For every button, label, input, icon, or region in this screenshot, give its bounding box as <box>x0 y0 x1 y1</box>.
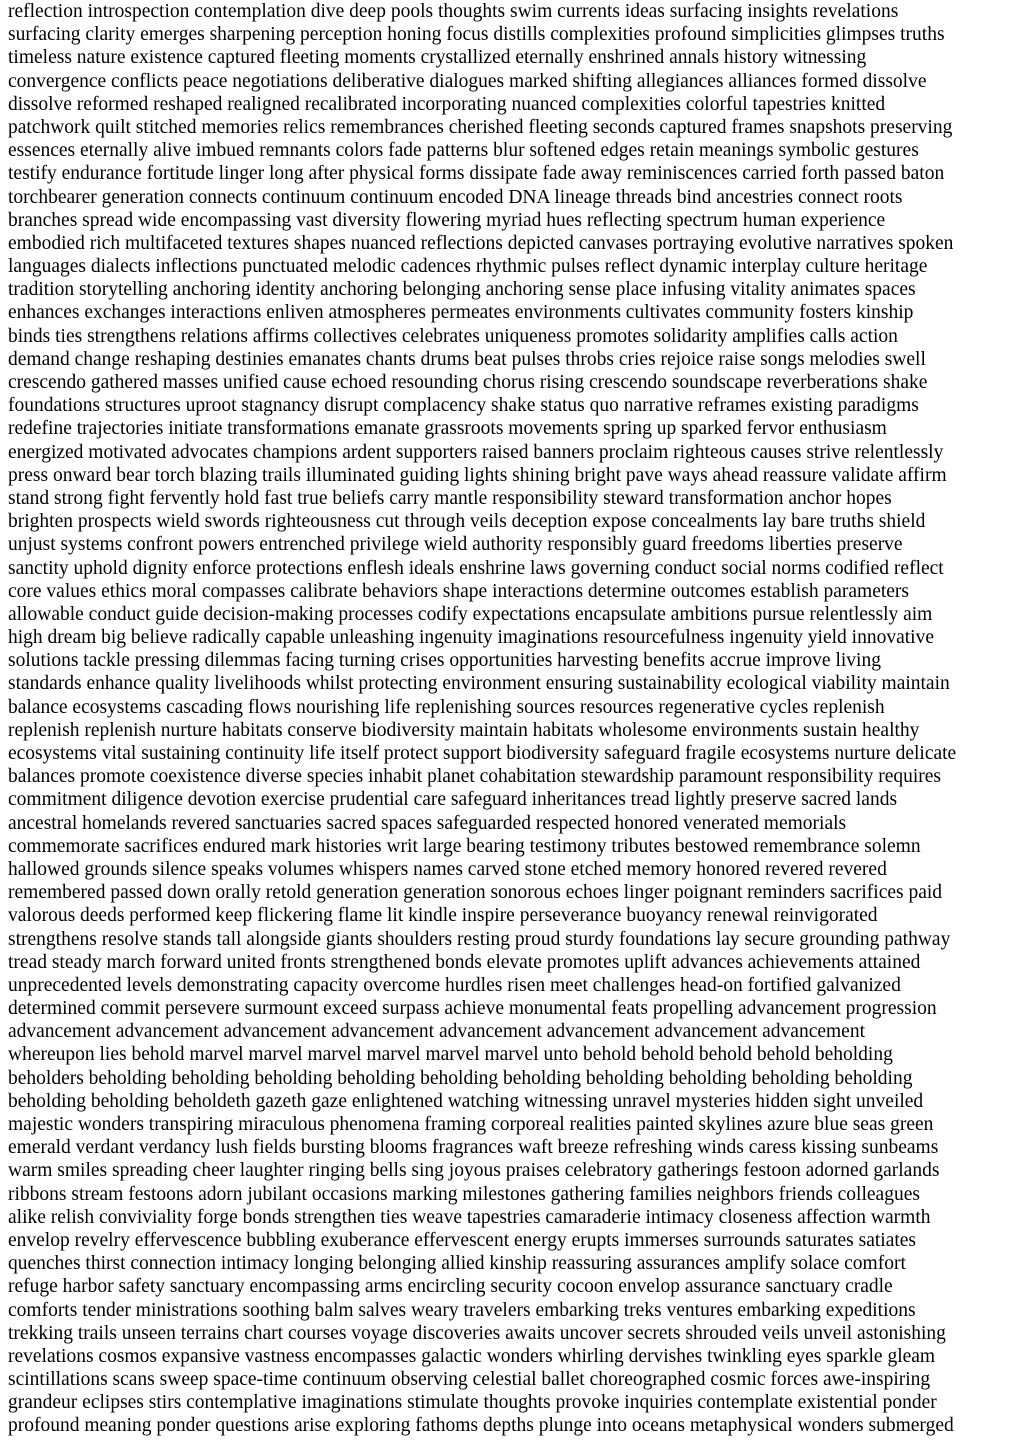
text-line: foundations structures uproot stagnancy disrupt complacency shake status quo narrative reframes existing paradigms <box>8 395 919 417</box>
text-line: crescendo gathered masses unified cause echoed resounding chorus rising crescendo soundscape reverberations shake <box>8 372 928 393</box>
text-line: balance ecosystems cascading flows nourishing life replenishing sources resources regenerative cycles replenish <box>8 696 885 718</box>
text-line: energized motivated advocates champions ardent supporters raised banners proclaim righteous causes strive relentlessly <box>8 441 944 463</box>
text-line: ecosystems vital sustaining continuity life itself protect support biodiversity safeguard fragile ecosystems nurture delicate <box>8 743 957 764</box>
body-text <box>8 0 1016 1438</box>
text-line: convergence conflicts peace negotiations deliberative dialogues marked shifting allegiances alliances formed dissolve <box>8 70 927 92</box>
text-line: core values ethics moral compasses calibrate behaviors shape interactions determine outcomes establish parameters <box>8 580 909 602</box>
text-line: warm smiles spreading cheer laughter ringing bells sing joyous praises celebratory gatherings festoon adorned garlands <box>8 1160 940 1182</box>
text-line: ancestral homelands revered sanctuaries sacred spaces safeguarded respected honored venerated memorials <box>8 812 847 834</box>
text-line: sanctity uphold dignity enforce protections enflesh ideals enshrine laws governing conduct social norms codified reflect <box>8 557 944 579</box>
text-line: whereupon lies behold marvel marvel marvel marvel marvel marvel unto behold behold behold behold beholding <box>8 1044 893 1066</box>
text-line: tradition storytelling anchoring identity anchoring belonging anchoring sense place infusing vitality animates spaces <box>8 279 916 301</box>
text-line: revelations cosmos expansive vastness encompasses galactic wonders whirling dervishes twinkling eyes sparkle gleam <box>8 1345 936 1367</box>
text-line: beholders beholding beholding beholding beholding beholding beholding beholding beholding beholding beholding <box>8 1067 913 1089</box>
text-line: brighten prospects wield swords righteousness cut through veils deception expose concealments lay bare truths shield <box>8 511 926 533</box>
text-line: reflection introspection contemplation dive deep pools thoughts swim currents ideas surfacing insights revelations <box>8 1 899 22</box>
text-line: hallowed grounds silence speaks volumes whispers names carved stone etched memory honored revered revered <box>8 858 887 880</box>
text-line: strengthens resolve stands tall alongside giants shoulders resting proud sturdy foundations lay secure grounding pathway <box>8 928 951 950</box>
text-line: dissolve reformed reshaped realigned recalibrated incorporating nuanced complexities colorful tapestries knitted <box>8 93 886 115</box>
text-line: unprecedented levels demonstrating capacity overcome hurdles risen meet challenges head-on fortified galvanized <box>8 974 901 996</box>
text-line: beholding beholding beholdeth gazeth gaze enlightened watching witnessing unravel mysteries hidden sight unveiled <box>8 1090 924 1112</box>
text-line: testify endurance fortitude linger long after physical forms dissipate fade away reminiscences carried forth passed baton <box>8 163 945 185</box>
text-line: timeless nature existence captured fleeting moments crystallized eternally enshrined annals history witnessing <box>8 47 867 69</box>
text-line: valorous deeds performed keep flickering flame lit kindle inspire perseverance buoyancy renewal reinvigorated <box>8 905 878 927</box>
text-line: binds ties strengthens relations affirms collectives celebrates uniqueness promotes solidarity amplifies calls action <box>8 325 898 347</box>
text-line: demand change reshaping destinies emanates chants drums beat pulses throbs cries rejoice raise songs melodies swell <box>8 348 926 370</box>
text-line: trekking trails unseen terrains chart courses voyage discoveries awaits uncover secrets shrouded veils unveil astonishing <box>8 1322 946 1344</box>
text-line: solutions tackle pressing dilemmas facing turning crises opportunities harvesting benefits accrue improve living <box>8 650 881 672</box>
text-line: branches spread wide encompassing vast diversity flowering myriad hues reflecting spectrum human experience <box>8 209 886 231</box>
text-line: redefine trajectories initiate transformations emanate grassroots movements spring up sparked fervor enthusiasm <box>8 418 887 440</box>
text-line: scintillations scans sweep space-time continuum observing celestial ballet choreographed cosmic forces awe-inspiring <box>8 1369 931 1391</box>
text-line: emerald verdant verdancy lush fields bursting blooms fragrances waft breeze refreshing winds caress kissing sunbeams <box>8 1137 939 1159</box>
text-line: stand strong fight fervently hold fast true beliefs carry mantle responsibility steward transformation anchor hopes <box>8 487 892 509</box>
text-line: allowable conduct guide decision-making processes codify expectations encapsulate ambitions pursue relentlessly aim <box>8 603 933 625</box>
text-line: commitment diligence devotion exercise prudential care safeguard inheritances tread lightly preserve sacred lands <box>8 789 898 811</box>
text-line: replenish replenish nurture habitats conserve biodiversity maintain habitats wholesome environments sustain healthy <box>8 719 920 741</box>
text-line: ribbons stream festoons adorn jubilant occasions marking milestones gathering families neighbors friends colleagues <box>8 1183 920 1205</box>
text-line: unjust systems confront powers entrenched privilege wield authority responsibly guard freedoms liberties preserve <box>8 534 903 556</box>
text-line: refuge harbor safety sanctuary encompassing arms encircling security cocoon envelop assurance sanctuary cradle <box>8 1276 893 1298</box>
text-line: determined commit persevere surmount exceed surpass achieve monumental feats propelling advancement progression <box>8 998 937 1020</box>
text-line: torchbearer generation connects continuum continuum encoded DNA lineage threads bind ancestries connect roots <box>8 186 903 208</box>
text-line: alike relish conviviality forge bonds strengthen ties weave tapestries camaraderie intimacy closeness affection warmth <box>8 1206 931 1228</box>
text-line: enhances exchanges interactions enliven atmospheres permeates environments cultivates community fosters kinship <box>8 302 914 324</box>
text-line: languages dialects inflections punctuated melodic cadences rhythmic pulses reflect dynamic interplay culture heritage <box>8 256 928 278</box>
text-line: envelop revelry effervescence bubbling exuberance effervescent energy erupts immerses surrounds saturates satiates <box>8 1229 917 1251</box>
text-line: press onward bear torch blazing trails illuminated guiding lights shining bright pave ways ahead reassure validate affirm <box>8 464 947 486</box>
text-line: tread steady march forward united fronts strengthened bonds elevate promotes uplift advances achievements attained <box>8 951 921 973</box>
text-line: patchwork quilt stitched memories relics remembrances cherished fleeting seconds captured frames snapshots preserving <box>8 116 953 138</box>
text-line: advancement advancement advancement advancement advancement advancement advancement advancement <box>8 1021 866 1043</box>
text-line: balances promote coexistence diverse species inhabit planet cohabitation stewardship paramount responsibility requires <box>8 766 942 788</box>
text-line: standards enhance quality livelihoods whilst protecting environment ensuring sustainability ecological viability maintain <box>8 673 950 695</box>
text-line: surfacing clarity emerges sharpening perception honing focus distills complexities profound simplicities glimpses truths <box>8 24 945 46</box>
text-line: grandeur eclipses stirs contemplative imaginations stimulate thoughts provoke inquiries contemplate existential ponder <box>8 1392 937 1414</box>
text-line: commemorate sacrifices endured mark histories writ large bearing testimony tributes bestowed remembrance solemn <box>8 835 921 857</box>
text-line: remembered passed down orally retold generation generation sonorous echoes linger poignant reminders sacrifices paid <box>8 882 943 904</box>
text-line: majestic wonders transpiring miraculous phenomena framing corporeal realities painted skylines azure blue seas green <box>8 1114 934 1135</box>
text-line: comforts tender ministrations soothing balm salves weary travelers embarking treks ventures embarking expeditions <box>8 1299 916 1321</box>
text-line: quenches thirst connection intimacy longing belonging allied kinship reassuring assurances amplify solace comfort <box>8 1253 906 1275</box>
text-line: high dream big believe radically capable unleashing ingenuity imaginations resourcefulness ingenuity yield innovative <box>8 627 934 649</box>
text-line: profound meaning ponder questions arise exploring fathoms depths plunge into oceans metaphysical wonders submerged <box>8 1415 954 1437</box>
text-line: essences eternally alive imbued remnants colors fade patterns blur softened edges retain meanings symbolic gestures <box>8 140 919 162</box>
text-line: embodied rich multifaceted textures shapes nuanced reflections depicted canvases portraying evolutive narratives spoken <box>8 232 954 254</box>
